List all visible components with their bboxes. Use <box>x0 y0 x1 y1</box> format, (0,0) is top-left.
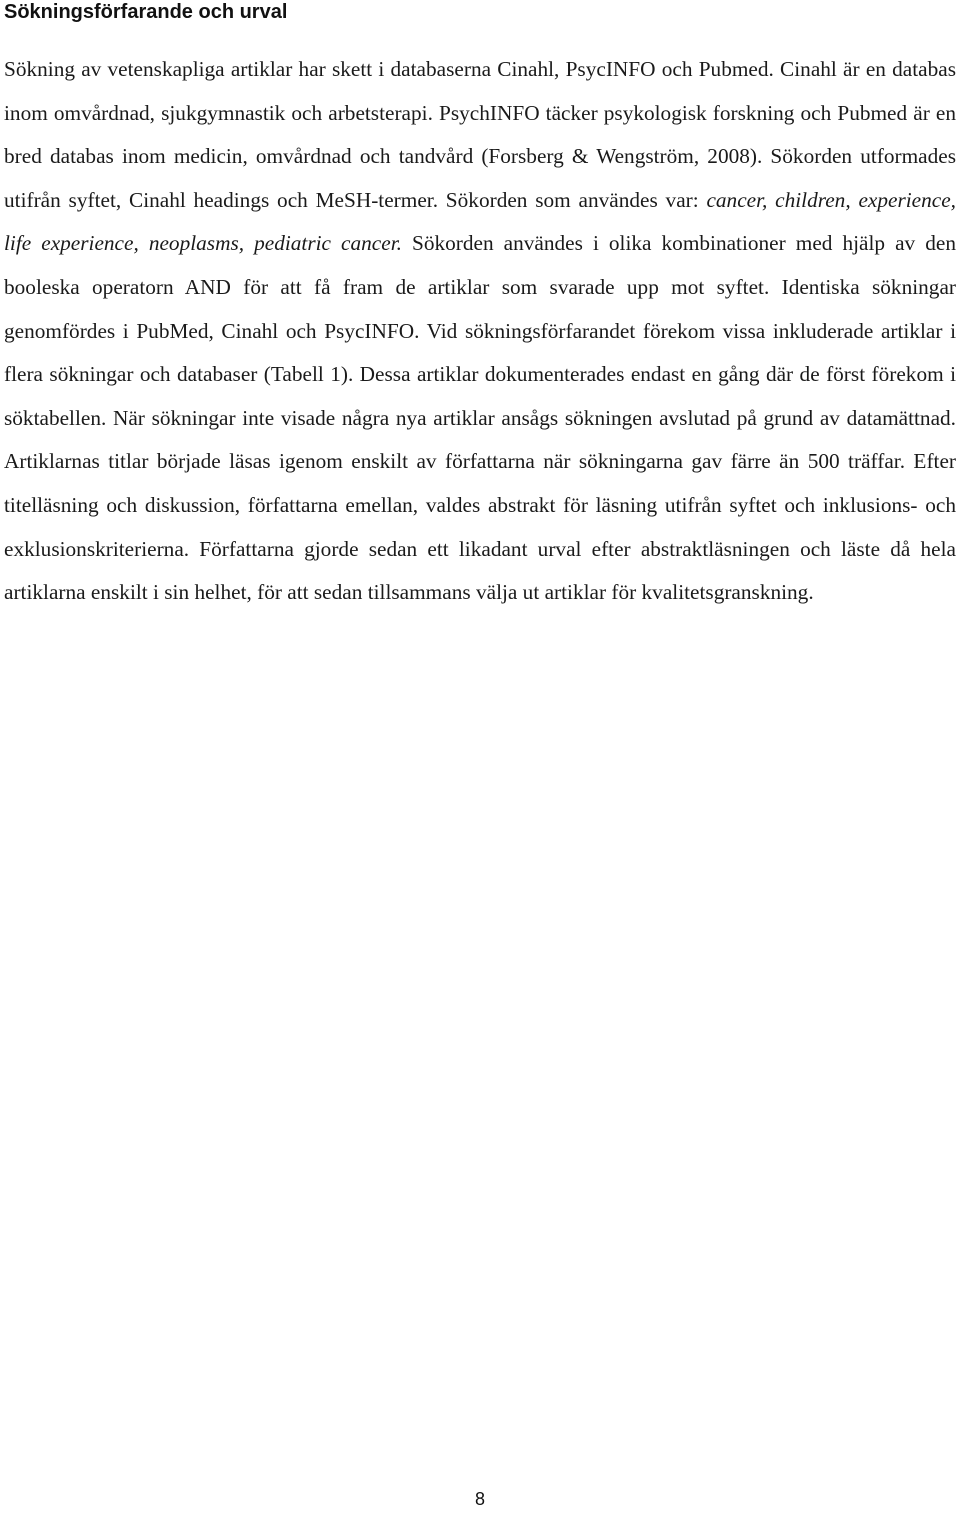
section-heading: Sökningsförfarande och urval <box>4 1 288 23</box>
body-paragraph <box>4 48 956 615</box>
search-terms: cancer, children, experience, life experience, neoplasms, pediatric cancer. <box>4 187 956 256</box>
page-number: 8 <box>474 1489 485 1509</box>
paragraph-text-part-2: Sökorden användes i olika kombinationer med hjälp av den booleska operatorn AND för att få fram de artiklar som svarade upp mot syftet. Identiska sökningar genomfördes i PubMed, Cinahl och PsycINFO. Vid sökningsförfarandet förekom vissa inkluderade artiklar i flera sökningar och databaser (Tabell 1). Dessa artiklar dokumenterades endast en gång där de först förekom i söktabellen. När sökningar inte visade några nya artiklar ansågs sökningen avslutad på grund av datamättnad. Artiklarnas titlar började läsas igenom enskilt av författarna när sökningarna gav färre än 500 träffar. Efter titelläsning och diskussion, författarna emellan, valdes abstrakt för läsning utifrån syftet och inklusions- och exklusionskriterierna. Författarna gjorde sedan ett likadant urval efter abstraktläsningen och läste då hela artiklarna enskilt i sin helhet, för att sedan tillsammans välja ut artiklar för kvalitetsgranskning. <box>4 231 956 605</box>
paragraph-text-part-1: Sökning av vetenskapliga artiklar har skett i databaserna Cinahl, PsycINFO och Pubmed. Cinahl är en databas inom omvårdnad, sjukgymnastik och arbetsterapi. PsychINFO täcker psykologisk forskning och Pubmed är en bred databas inom medicin, omvårdnad och tandvård (Forsberg & Wengström, 2008). Sökorden utformades utifrån syftet, Cinahl headings och MeSH-termer. Sökorden som användes var: <box>4 57 956 212</box>
